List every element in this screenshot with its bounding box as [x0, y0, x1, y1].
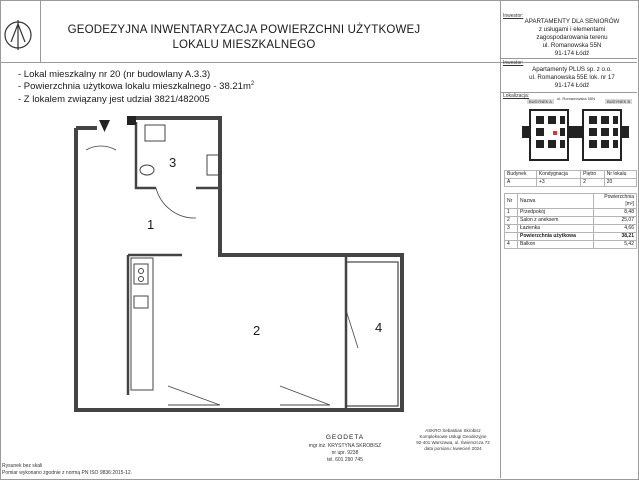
room-3-label: 3 — [169, 155, 177, 170]
table-cell: Salon z aneksem — [518, 217, 594, 225]
table-cell: Łazienka — [518, 225, 594, 233]
table-cell: 2 — [505, 217, 518, 225]
table-cell: Powierzchnia użytkowa — [518, 233, 594, 241]
table-cell: 4 — [505, 241, 518, 249]
table-cell: 8,48 — [594, 209, 637, 217]
table-cell: 5,42 — [594, 241, 637, 249]
investor-block: APARTAMENTY DLA SENIORÓW z usługami i elementami zagospodarowania terenu ul. Romanowska 55N 91-174 Łódź — [524, 18, 620, 57]
building-a-tag: BUDYNEK A — [529, 99, 552, 104]
surveyor-title: GEODETA — [325, 434, 365, 441]
table-row — [505, 233, 637, 241]
investor-label: Inwestor: — [503, 13, 524, 19]
room-1-label: 1 — [147, 217, 155, 232]
company-services: Kompleksowe Usługi Geodezyjne — [419, 434, 487, 439]
table-cell: 25,07 — [594, 217, 637, 225]
room-4-label: 4 — [375, 320, 383, 335]
header-divider — [0, 62, 637, 63]
norm-note: Pomiar wykonano zgodnie z normą PN ISO 9836:2015-12. — [2, 470, 133, 476]
table-cell: 3 — [505, 225, 518, 233]
surveyor-name: mgr inż. KRYSTYNA SKROBISZ — [308, 443, 382, 449]
info-unit: - Lokal mieszkalny nr 20 (nr budowlany A.3.3) — [18, 69, 211, 80]
scale-note: Rysunek bez skali — [2, 463, 43, 469]
side-panel-divider — [500, 0, 501, 478]
table-row — [505, 179, 637, 187]
location-meta-table — [504, 170, 637, 187]
table-cell — [505, 233, 518, 241]
rooms-table — [504, 193, 637, 249]
table-header-cell: Nazwa — [518, 194, 594, 209]
info-area: - Powierzchnia użytkowa lokalu mieszkalnego - $38.21m^2$ — [18, 81, 255, 93]
table-header-cell: Piętro — [581, 171, 605, 179]
room-2-label: 2 — [253, 323, 261, 338]
table-cell: 4,66 — [594, 225, 637, 233]
table-cell: 38,21 — [594, 233, 637, 241]
company-name: ASKRO Sebastian Skrobisz — [425, 428, 481, 433]
table-header-cell: Budynek — [505, 171, 537, 179]
table-header-cell: Powierzchnia [m²] — [594, 194, 637, 209]
table-cell: 2 — [581, 179, 605, 187]
surveyor-license: nr upr. 9238 — [331, 450, 359, 456]
table-row — [505, 171, 637, 179]
table-header-cell: Nr lokalu — [604, 171, 636, 179]
investor-divider — [500, 58, 637, 59]
compass-divider — [40, 0, 41, 62]
table-cell: Balkon — [518, 241, 594, 249]
table-header-cell: Nr — [505, 194, 518, 209]
company-address: 92-401 Warszawa, ul. Świerszcza 72 — [416, 440, 490, 445]
table-row — [505, 194, 637, 209]
page-title: GEODEZYJNA INWENTARYZACJA POWIERZCHNI UŻYTKOWEJ — [67, 24, 421, 36]
owner-label: Inwestor: — [503, 60, 524, 66]
table-row — [505, 217, 637, 225]
table-row — [505, 241, 637, 249]
table-cell: A — [505, 179, 537, 187]
table-cell: 1 — [505, 209, 518, 217]
page-subtitle: LOKALU MIESZKALNEGO — [172, 39, 316, 51]
table-header-cell: Kondygnacja — [536, 171, 580, 179]
table-cell: +3 — [536, 179, 580, 187]
owner-block: Apartamenty PLUS sp. z o.o. ul. Romanowska 55E lok. nr 17 91-174 Łódź — [529, 66, 615, 89]
building-b-tag: BUDYNEK B — [607, 99, 631, 104]
table-cell: Przedpokój — [518, 209, 594, 217]
surveyor-phone: tel. 601 290 745 — [327, 457, 363, 463]
table-cell: 20 — [604, 179, 636, 187]
location-label: Lokalizacja: — [503, 93, 530, 99]
survey-date: data pomiaru: kwiecień 2024 — [424, 446, 482, 451]
table-row — [505, 225, 637, 233]
table-row — [505, 209, 637, 217]
info-share: - Z lokalem związany jest udział 3821/482005 — [18, 94, 210, 105]
location-street: ul. Romanowska 55N — [557, 96, 596, 101]
